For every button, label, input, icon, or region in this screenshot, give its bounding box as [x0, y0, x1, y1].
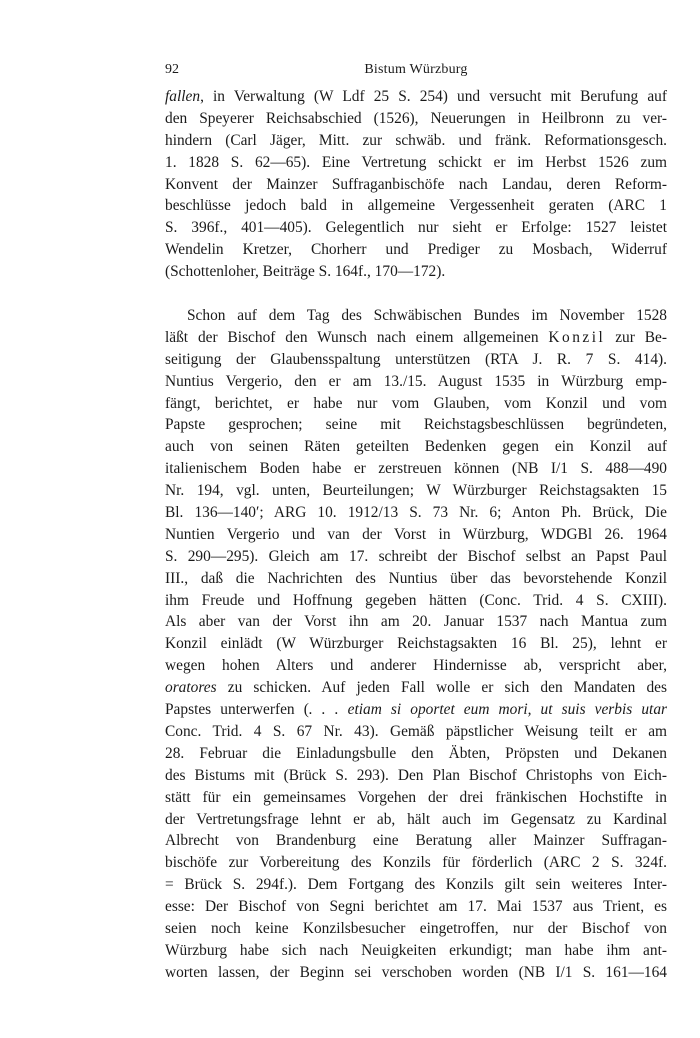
text-line: Albrecht von Brandenburg eine Beratung aller Mainzer Suffragan- [165, 832, 667, 850]
text-line: worten lassen, der Beginn sei verschoben worden (NB I/1 S. 161—164 [165, 963, 667, 981]
text-line: stätt für ein gemeinsames Vorgehen der drei fränkischen Hochstifte in [165, 788, 667, 806]
text-line: esse: Der Bischof von Segni berichtet am 17. Mai 1537 aus Trient, es [165, 898, 667, 916]
text-line: italienischem Boden habe er zerstreuen können (NB I/1 S. 488—490 [165, 460, 667, 478]
text-line: bischöfe zur Vorbereitung des Konzils für förderlich (ARC 2 S. 324f. [165, 854, 667, 872]
text-line: Schon auf dem Tag des Schwäbischen Bundes im November 1528 [187, 307, 667, 325]
page-header [165, 62, 667, 82]
text-line: Wendelin Kretzer, Chorherr und Prediger zu Mosbach, Widerruf [165, 241, 667, 259]
paragraph-gap [165, 283, 667, 305]
text-line: der Vertretungsfrage lehnt er ab, hält auch im Gegensatz zu Kardinal [165, 810, 667, 828]
text-line: Bl. 136—140′; ARG 10. 1912/13 S. 73 Nr. 6; Anton Ph. Brück, Die [165, 504, 667, 522]
text-line: läßt der Bischof den Wunsch nach einem allgemeinen Konzil zur Be- [165, 328, 667, 346]
paragraph [165, 86, 667, 283]
text-line: auch von seinen Räten geteilten Bedenken gegen ein Konzil auf [165, 438, 667, 456]
text-line: III., daß die Nachrichten des Nuntius über das bevorstehende Konzil [165, 569, 667, 587]
text-line: seien noch keine Konzilsbesucher eingetroffen, nur der Bischof von [165, 919, 667, 937]
text-line: Nr. 194, vgl. unten, Beurteilungen; W Würzburger Reichstagsakten 15 [165, 482, 667, 500]
text-line: oratores zu schicken. Auf jeden Fall wolle er sich den Mandaten des [165, 679, 667, 697]
text-line: 28. Februar die Einladungsbulle den Äbten, Pröpsten und Dekanen [165, 744, 667, 762]
text-line: ihm Freude und Hoffnung gegeben hätten (Conc. Trid. 4 S. CXIII). [165, 591, 667, 609]
paragraph [165, 305, 667, 984]
text-line: hindern (Carl Jäger, Mitt. zur schwäb. und fränk. Reformationsgesch. [165, 131, 667, 149]
text-line: fängt, berichtet, er habe nur vom Glauben, vom Konzil und vom [165, 394, 667, 412]
text-line: wegen hohen Alters und anderer Hindernisse ab, verspricht aber, [165, 657, 667, 675]
text-line: Nuntius Vergerio, den er am 13./15. August 1535 in Würzburg emp- [165, 372, 667, 390]
running-title: Bistum Würzburg [364, 62, 468, 77]
text-line: Papste gesprochen; seine mit Reichstagsbeschlüssen begründeten, [165, 416, 667, 434]
text-line: (Schottenloher, Beiträge S. 164f., 170—172). [165, 263, 446, 281]
page-number: 92 [165, 62, 179, 77]
text-line: S. 396f., 401—405). Gelegentlich nur sieht er Erfolge: 1527 leistet [165, 219, 667, 237]
text-line: Als aber van der Vorst ihn am 20. Januar 1537 nach Mantua zum [165, 613, 667, 631]
text-line: fallen, in Verwaltung (W Ldf 25 S. 254) und versucht mit Berufung auf [165, 88, 667, 105]
text-line: seitigung der Glaubensspaltung unterstützen (RTA J. R. 7 S. 414). [165, 350, 667, 368]
text-line: Nuntien Vergerio und van der Vorst in Würzburg, WDGBl 26. 1964 [165, 525, 667, 543]
text-line: Papstes unterwerfen (. . . etiam si oportet eum mori, ut suis verbis utar [165, 701, 667, 719]
text-line: Konvent der Mainzer Suffraganbischöfe nach Landau, deren Reform- [165, 175, 667, 193]
body-text [165, 86, 667, 984]
text-line: des Bistums mit (Brück S. 293). Den Plan Bischof Christophs von Eich- [165, 766, 667, 784]
text-line: Würzburg habe sich nach Neuigkeiten erkundigt; man habe ihm ant- [165, 941, 667, 959]
text-line: beschlüsse jedoch bald in allgemeine Vergessenheit geraten (ARC 1 [165, 197, 667, 215]
text-line: Conc. Trid. 4 S. 67 Nr. 43). Gemäß päpstlicher Weisung teilt er am [165, 722, 667, 740]
text-line: = Brück S. 294f.). Dem Fortgang des Konzils gilt sein weiteres Inter- [165, 876, 667, 894]
text-line: den Speyerer Reichsabschied (1526), Neuerungen in Heilbronn zu ver- [165, 109, 667, 127]
text-line: 1. 1828 S. 62—65). Eine Vertretung schickt er im Herbst 1526 zum [165, 153, 667, 171]
text-line: Konzil einlädt (W Würzburger Reichstagsakten 16 Bl. 25), lehnt er [165, 635, 667, 653]
text-line: S. 290—295). Gleich am 17. schreibt der Bischof selbst an Papst Paul [165, 547, 667, 565]
